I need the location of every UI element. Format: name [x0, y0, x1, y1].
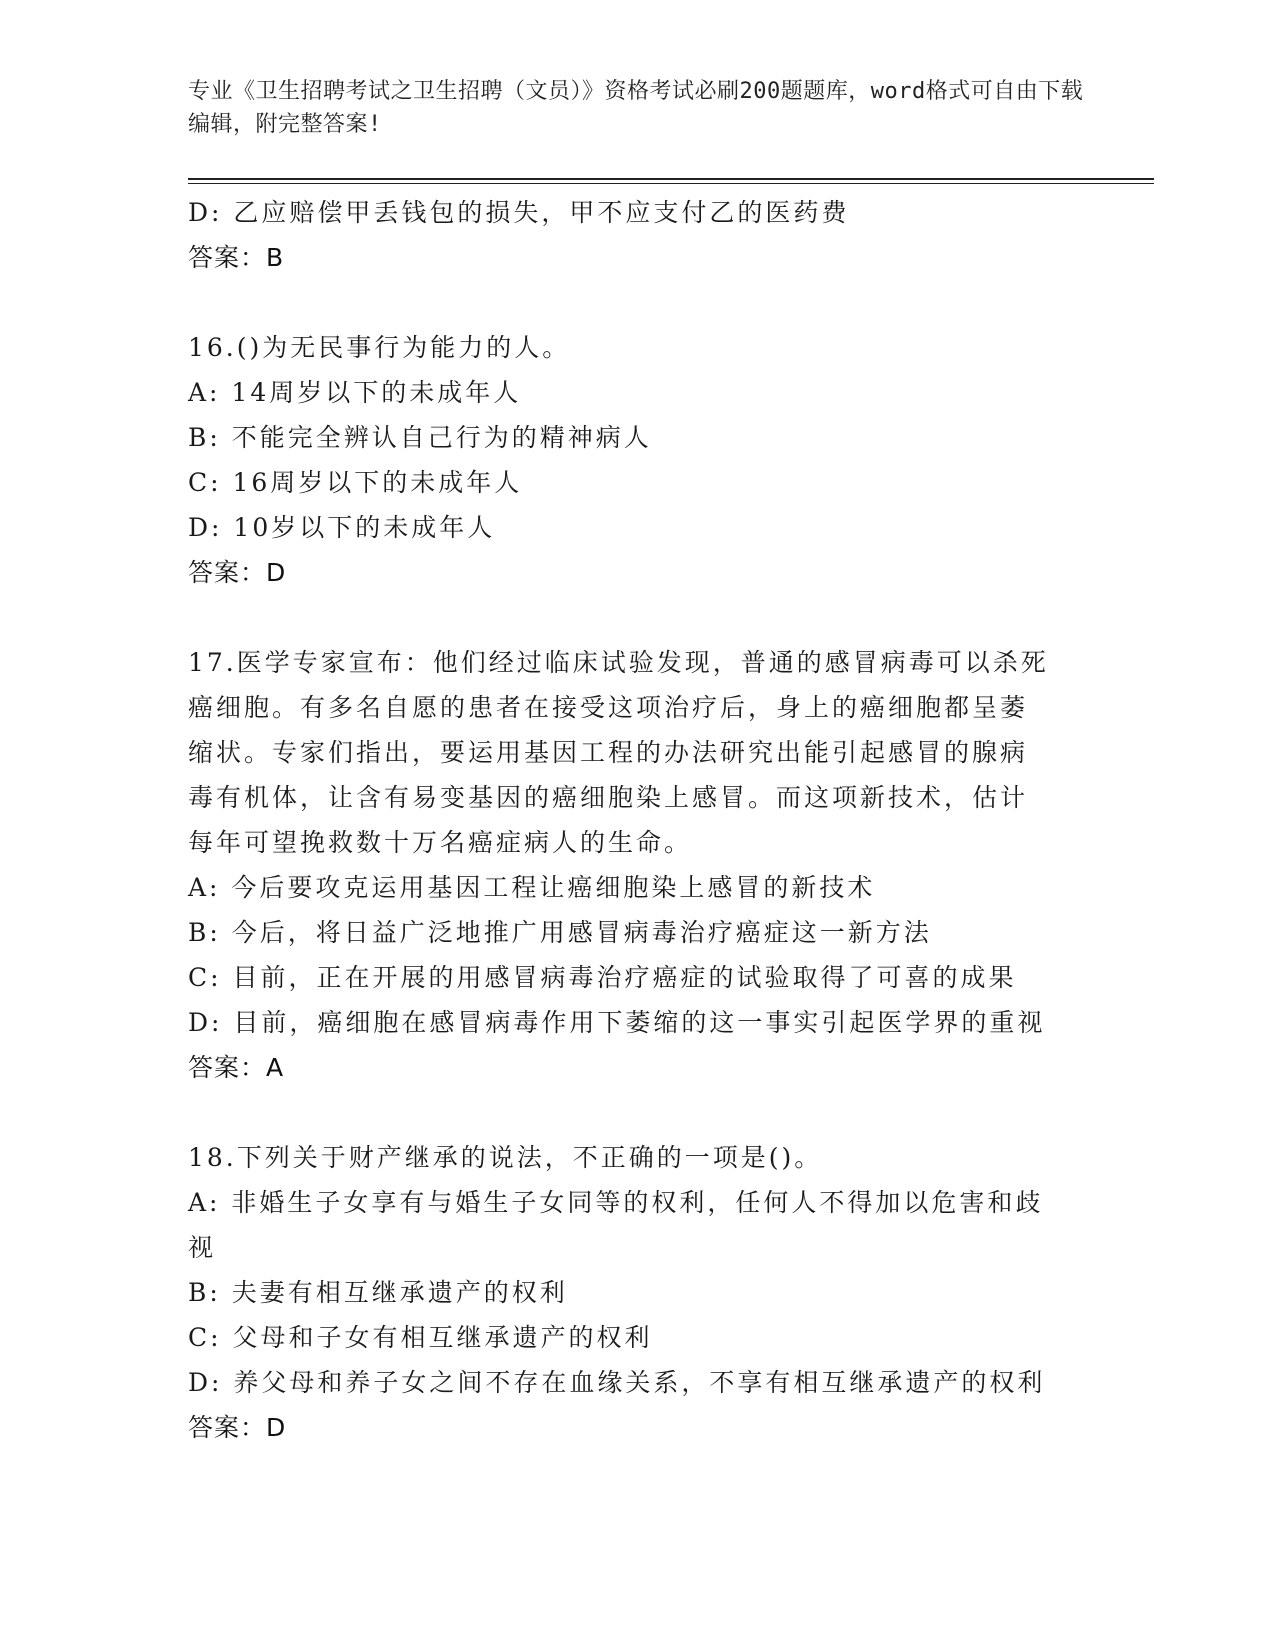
q18-option-a-line-1: A: 非婚生子女享有与婚生子女同等的权利，任何人不得加以危害和歧: [188, 1188, 1044, 1217]
q17-answer: 答案：A: [188, 1053, 285, 1082]
q16-option-d: D: 10岁以下的未成年人: [188, 513, 496, 542]
q18-option-d: D: 养父母和养子女之间不存在血缘关系，不享有相互继承遗产的权利: [188, 1368, 1046, 1397]
q16-option-a: A: 14周岁以下的未成年人: [188, 378, 522, 407]
q18-stem: 18.下列关于财产继承的说法，不正确的一项是()。: [188, 1143, 823, 1172]
q15-option-d: D: 乙应赔偿甲丢钱包的损失，甲不应支付乙的医药费: [188, 198, 850, 227]
q17-stem-line-2: 癌细胞。有多名自愿的患者在接受这项治疗后，身上的癌细胞都呈萎: [188, 693, 1029, 722]
q16-answer: 答案：D: [188, 558, 287, 587]
spacer: [188, 595, 1078, 640]
question-17: [188, 640, 1078, 1090]
q18-option-a-line-2: 视: [188, 1233, 217, 1262]
q17-stem-line-3: 缩状。专家们指出，要运用基因工程的办法研究出能引起感冒的腺病: [188, 738, 1029, 767]
question-15-tail: [188, 190, 1078, 280]
spacer: [188, 280, 1078, 325]
q15-answer: 答案：B: [188, 243, 285, 272]
q16-option-c: C: 16周岁以下的未成年人: [188, 468, 523, 497]
q17-option-d: D: 目前，癌细胞在感冒病毒作用下萎缩的这一事实引起医学界的重视: [188, 1008, 1046, 1037]
question-18: [188, 1135, 1078, 1450]
header-divider: [188, 178, 1154, 184]
q16-stem: 16.()为无民事行为能力的人。: [188, 333, 571, 362]
q18-option-c: C: 父母和子女有相互继承遗产的权利: [188, 1323, 653, 1352]
header-text: 专业《卫生招聘考试之卫生招聘（文员）》资格考试必刷200题题库，word格式可自由下载编辑，附完整答案!: [188, 79, 1084, 137]
q17-option-a: A: 今后要攻克运用基因工程让癌细胞染上感冒的新技术: [188, 873, 876, 902]
q17-option-b: B: 今后，将日益广泛地推广用感冒病毒治疗癌症这一新方法: [188, 918, 932, 947]
document-body: [188, 190, 1078, 1450]
q17-stem-line-5: 每年可望挽救数十万名癌症病人的生命。: [188, 828, 693, 857]
spacer: [188, 1090, 1078, 1135]
q17-stem-line-1: 17.医学专家宣布：他们经过临床试验发现，普通的感冒病毒可以杀死: [188, 648, 1049, 677]
page-header: [188, 75, 1088, 141]
q17-option-c: C: 目前，正在开展的用感冒病毒治疗癌症的试验取得了可喜的成果: [188, 963, 1017, 992]
q18-option-b: B: 夫妻有相互继承遗产的权利: [188, 1278, 568, 1307]
q17-stem-line-4: 毒有机体，让含有易变基因的癌细胞染上感冒。而这项新技术，估计: [188, 783, 1029, 812]
q18-answer: 答案：D: [188, 1413, 287, 1442]
q16-option-b: B: 不能完全辨认自己行为的精神病人: [188, 423, 652, 452]
question-16: [188, 325, 1078, 595]
